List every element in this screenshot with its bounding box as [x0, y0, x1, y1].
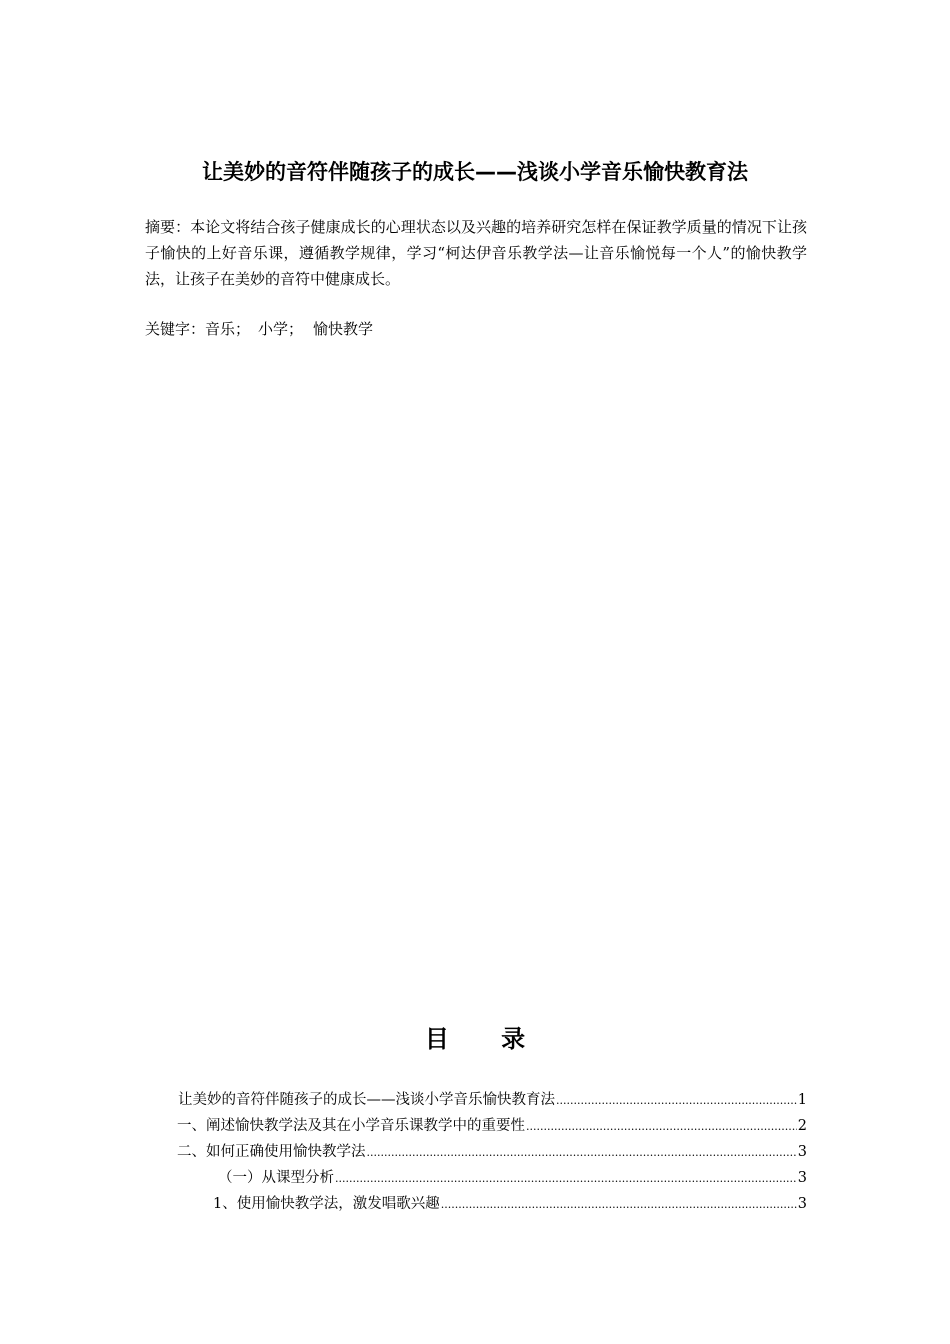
keyword-item: 小学；	[258, 320, 304, 338]
toc-heading: 目 录	[424, 1025, 548, 1053]
toc-entry[interactable]	[178, 1191, 807, 1217]
keywords-label: 关键字：	[145, 320, 206, 338]
toc-entry[interactable]	[178, 1165, 807, 1191]
toc-leader-dots	[367, 1140, 797, 1166]
toc-entry[interactable]	[178, 1087, 807, 1113]
toc-leader-dots	[556, 1088, 797, 1114]
toc-entry-text: 一、阐述愉快教学法及其在小学音乐课教学中的重要性	[177, 1118, 525, 1134]
document-title: 让美妙的音符伴随孩子的成长——浅谈小学音乐愉快教育法	[202, 160, 748, 184]
toc-leader-dots	[441, 1192, 797, 1218]
toc-entry-text: 二、如何正确使用愉快教学法	[177, 1144, 366, 1160]
toc-leader-dots	[335, 1166, 797, 1192]
keyword-item: 音乐；	[205, 320, 251, 338]
toc-entry-page: 3	[797, 1170, 807, 1186]
toc-entry-page: 2	[797, 1118, 807, 1134]
toc-leader-dots	[526, 1114, 797, 1140]
toc-entry-page: 1	[797, 1092, 807, 1108]
toc-entry-text: 让美妙的音符伴随孩子的成长——浅谈小学音乐愉快教育法	[178, 1092, 555, 1108]
keyword-item: 愉快教学	[313, 320, 374, 338]
keywords-line	[145, 316, 807, 342]
toc-entry-page: 3	[797, 1196, 807, 1212]
toc-entry[interactable]	[177, 1113, 807, 1139]
toc-entry-text: （一）从课型分析	[218, 1170, 334, 1186]
toc-entry-page: 3	[797, 1144, 807, 1160]
toc-entry[interactable]	[177, 1139, 807, 1165]
table-of-contents	[178, 1087, 807, 1217]
abstract-paragraph: 摘要：本论文将结合孩子健康成长的心理状态以及兴趣的培养研究怎样在保证教学质量的情况下让孩子愉快的上好音乐课，遵循教学规律，学习“柯达伊音乐教学法—让音乐愉悦每一个人”的愉快教学法，让孩子在美妙的音符中健康成长。	[145, 218, 807, 288]
toc-entry-text: 1、使用愉快教学法，激发唱歌兴趣	[213, 1196, 440, 1212]
